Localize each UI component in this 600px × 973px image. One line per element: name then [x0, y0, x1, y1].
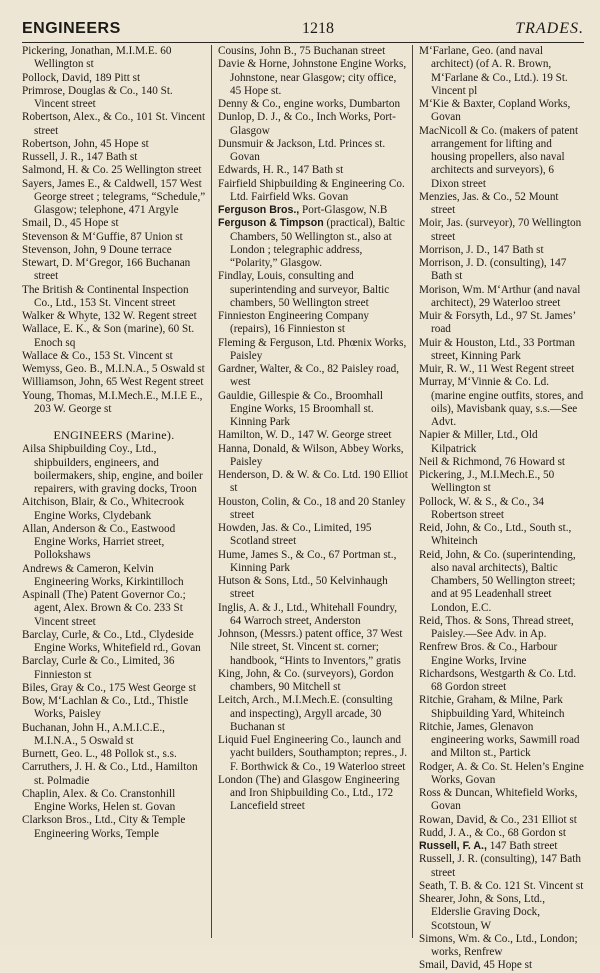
directory-entry: Ritchie, James, Glenavon engineering works, Sawmill road and Milton st., Partick — [419, 720, 580, 760]
directory-entry: Morrison, J. D. (consulting), 147 Bath st — [419, 257, 567, 283]
directory-entry: Hume, James S., & Co., 67 Portman st., Kinning Park — [218, 548, 397, 574]
directory-entry: Muir & Forsyth, Ld., 97 St. James’ road — [419, 310, 576, 336]
directory-entry: Murray, M‘Vinnie & Co. Ld. (marine engine outfits, stores, and oils), Mavisbank quay, s.s.—See Advt. — [419, 376, 584, 428]
directory-entry: Henderson, D. & W. & Co. Ltd. 190 Elliot st — [218, 469, 408, 495]
directory-entry: Hanna, Donald, & Wilson, Abbey Works, Paisley — [218, 442, 404, 468]
directory-entry: Ross & Duncan, Whitefield Works, Govan — [419, 787, 578, 813]
directory-entry: Williamson, John, 65 West Regent street — [22, 376, 204, 389]
category-heading: TRADES. — [515, 20, 584, 37]
directory-entry: Aspinall (The) Patent Governor Co.; agent, Alex. Brown & Co. 233 St Vincent street — [22, 589, 186, 628]
directory-entry: Shearer, John, & Sons, Ltd., Elderslie Graving Dock, Scotstoun, W — [419, 893, 546, 932]
directory-entry: Napier & Miller, Ltd., Old Kilpatrick — [419, 429, 538, 455]
directory-entry: Reid, John, & Co., Ltd., South st., Whiteinch — [419, 522, 572, 548]
directory-entry: Howden, Jas. & Co., Limited, 195 Scotland street — [218, 522, 372, 548]
directory-entry: Aitchison, Blair, & Co., Whitecrook Engine Works, Clydebank — [22, 496, 185, 522]
directory-entry: Richardsons, Westgarth & Co. Ltd. 68 Gordon street — [419, 667, 577, 693]
column-left — [22, 45, 211, 938]
directory-entry: Neil & Richmond, 76 Howard st — [419, 455, 566, 468]
directory-entry: Menzies, Jas. & Co., 52 Mount street — [419, 190, 559, 216]
directory-entry: Burnett, Geo. L., 48 Pollok st., s.s. — [22, 748, 177, 760]
directory-entry: Findlay, Louis, consulting and superintending and surveyor, Baltic chambers, 50 Wellington street — [218, 270, 390, 309]
directory-entry: Fairfield Shipbuilding & Engineering Co. Ltd. Fairfield Wks. Govan — [218, 177, 405, 203]
directory-entry: Ailsa Shipbuilding Coy., Ltd., shipbuilders, engineers, and boilermakers, ship, engine, and boiler repairers, with graving docks, Troon — [22, 443, 203, 495]
directory-entry: Dunlop, D. J., & Co., Inch Works, Port-Glasgow — [218, 111, 396, 137]
directory-entry: Hutson & Sons, Ltd., 50 Kelvinhaugh street — [218, 575, 388, 601]
section-title: ENGINEERS (Marine). — [53, 428, 175, 442]
directory-entry: Smail, David, 45 Hope st — [419, 959, 533, 972]
directory-entry: Rudd, J. A., & Co., 68 Gordon st — [419, 826, 567, 839]
directory-entry: Muir, R. W., 11 West Regent street — [419, 363, 575, 375]
directory-entry: Finnieston Engineering Company (repairs), 16 Finnieston st — [218, 310, 370, 336]
directory-entry: Buchanan, John H., A.M.I.C.E., M.I.N.A., 5 Oswald st — [22, 721, 165, 747]
directory-entry: Wallace, E. K., & Son (marine), 60 St. Enoch sq — [22, 323, 195, 349]
directory-entry: Fleming & Ferguson, Ltd. Phœnix Works, Paisley — [218, 336, 407, 362]
directory-entry: Hamilton, W. D., 147 W. George street — [218, 429, 392, 442]
section-heading: ENGINEERS — [22, 20, 121, 37]
directory-entry: Ferguson & Timpson (practical), Baltic Chambers, 50 Wellington st., also at London ; telegraphic address, “Polarity,” Glasgow. — [218, 217, 405, 269]
column-middle — [211, 45, 412, 938]
directory-entry: Andrews & Cameron, Kelvin Engineering Works, Kirkintilloch — [22, 562, 184, 588]
directory-entry: Leitch, Arch., M.I.Mech.E. (consulting and inspecting), Argyll arcade, 30 Buchanan st — [218, 694, 393, 733]
directory-entry: Young, Thomas, M.I.Mech.E., M.I.E E., 203 W. George st — [22, 389, 203, 415]
directory-entry: Pollock, W. & S., & Co., 34 Robertson street — [419, 495, 544, 521]
directory-entry: Carruthers, J. H. & Co., Ltd., Hamilton st. Polmadie — [22, 761, 198, 787]
directory-entry: Sayers, James E., & Caldwell, 157 West George street ; telegrams, “Schedule,” Glasgow; telephone, 471 Argyle — [22, 177, 206, 216]
directory-entry: Primrose, Douglas & Co., 140 St. Vincent street — [22, 84, 173, 110]
directory-entry: Barclay, Curle, & Co., Ltd., Clydeside Engine Works, Whitefield rd., Govan — [22, 628, 201, 654]
directory-entry: Cousins, John B., 75 Buchanan street — [218, 45, 386, 57]
directory-entry: Robertson, John, 45 Hope st — [22, 137, 149, 150]
directory-entry: Robertson, Alex., & Co., 101 St. Vincent street — [22, 111, 206, 137]
directory-entry: Rodger, A. & Co. St. Helen’s Engine Works, Govan — [419, 760, 584, 786]
directory-entry: Reid, John, & Co. (superintending, also naval architects), Baltic Chambers, 50 Wellington street; and at 95 Leadenhall street London, E.C. — [419, 548, 576, 614]
directory-entry: Stevenson & M‘Guffie, 87 Union st — [22, 230, 183, 243]
directory-entry: Gardner, Walter, & Co., 82 Paisley road, west — [218, 363, 399, 389]
directory-entry: Dunsmuir & Jackson, Ltd. Princes st. Govan — [218, 137, 386, 163]
directory-entry: Ferguson Bros., Port-Glasgow, N.B — [218, 204, 388, 216]
directory-entry: Smail, D., 45 Hope st — [22, 217, 119, 230]
directory-entry: Seath, T. B. & Co. 121 St. Vincent st — [419, 879, 584, 892]
directory-entry: Pollock, David, 189 Pitt st — [22, 71, 141, 84]
directory-entry: Denny & Co., engine works, Dumbarton — [218, 98, 401, 110]
directory-entry: Barclay, Curle & Co., Limited, 36 Finnieston st — [22, 655, 175, 681]
directory-entry: Pickering, J., M.I.Mech.E., 50 Wellington st — [419, 469, 555, 495]
directory-entry: Davie & Horne, Johnstone Engine Works, Johnstone, near Glasgow; city office, 45 Hope st. — [218, 58, 407, 97]
directory-entry: Wallace & Co., 153 St. Vincent st — [22, 349, 173, 362]
directory-entry: Russell, J. R., 147 Bath st — [22, 151, 138, 163]
directory-entry: Muir & Houston, Ltd., 33 Portman street, Kinning Park — [419, 336, 576, 362]
directory-entry: Rowan, David, & Co., 231 Elliot st — [419, 813, 577, 826]
directory-entry: Chaplin, Alex. & Co. Cranstonhill Engine Works, Helen st. Govan — [22, 787, 176, 813]
directory-entry: Salmond, H. & Co. 25 Wellington street — [22, 164, 202, 177]
directory-entry: M‘Farlane, Geo. (and naval architect) (of A. R. Brown, M‘Farlane & Co., Ltd.). 19 St. Vincent pl — [419, 45, 568, 97]
directory-entry: Gauldie, Gillespie & Co., Broomhall Engine Works, 15 Broomhall st. Kinning Park — [218, 389, 383, 428]
header-rule — [22, 42, 584, 43]
directory-entry: Morison, Wm. M‘Arthur (and naval architect), 29 Waterloo street — [419, 283, 581, 309]
column-right — [412, 45, 584, 972]
directory-entry: M‘Kie & Baxter, Copland Works, Govan — [419, 98, 571, 124]
directory-entry: Simons, Wm. & Co., Ltd., London; works, Renfrew — [419, 932, 578, 958]
directory-entry: Stevenson, John, 9 Doune terrace — [22, 243, 172, 256]
directory-entry: Walker & Whyte, 132 W. Regent street — [22, 310, 197, 322]
directory-entry: Russell, J. R. (consulting), 147 Bath street — [419, 853, 581, 879]
directory-entry: MacNicoll & Co. (makers of patent arrangement for lifting and housing propellers, also naval architects and surveyors), 6 Dixon street — [419, 124, 579, 190]
directory-entry: Biles, Gray & Co., 175 West George st — [22, 681, 196, 694]
directory-entry: Ritchie, Graham, & Milne, Park Shipbuilding Yard, Whiteinch — [419, 694, 565, 720]
directory-entry: Moir, Jas. (surveyor), 70 Wellington street — [419, 217, 582, 243]
directory-entry: Edwards, H. R., 147 Bath st — [218, 164, 344, 177]
columns — [22, 45, 584, 972]
directory-entry: Houston, Colin, & Co., 18 and 20 Stanley street — [218, 495, 406, 521]
directory-entry: Russell, F. A., 147 Bath street — [419, 840, 558, 852]
directory-entry: The British & Continental Inspection Co., Ltd., 153 St. Vincent street — [22, 283, 189, 309]
page-number: 1218 — [301, 20, 334, 37]
directory-entry: Allan, Anderson & Co., Eastwood Engine Works, Harriet street, Pollokshaws — [22, 522, 176, 562]
page-header — [22, 16, 584, 42]
directory-entry: Inglis, A. & J., Ltd., Whitehall Foundry, 64 Warroch street, Anderston — [218, 601, 397, 627]
directory-entry: Renfrew Bros. & Co., Harbour Engine Works, Irvine — [419, 641, 558, 667]
directory-entry: London (The) and Glasgow Engineering and Iron Shipbuilding Co., Ltd., 172 Lancefield street — [218, 773, 400, 813]
directory-entry: Bow, M‘Lachlan & Co., Ltd., Thistle Works, Paisley — [22, 695, 189, 721]
directory-entry: Stewart, D. M‘Gregor, 166 Buchanan street — [22, 257, 191, 283]
directory-entry: Clarkson Bros., Ltd., City & Temple Engineering Works, Temple — [22, 814, 186, 840]
directory-entry: Wemyss, Geo. B., M.I.N.A., 5 Oswald st — [22, 363, 205, 375]
directory-entry: Liquid Fuel Engineering Co., launch and yacht builders, Southampton; repres., J. F. Borthwick & Co., 19 Waterloo street — [218, 734, 408, 773]
directory-entry: Reid, Thos. & Sons, Thread street, Paisley.—See Adv. in Ap. — [419, 614, 574, 640]
directory-entry: King, John, & Co. (surveyors), Gordon chambers, 90 Mitchell st — [218, 667, 394, 693]
directory-entry: Pickering, Jonathan, M.I.M.E. 60 Wellington st — [22, 45, 172, 71]
directory-entry: Morrison, J. D., 147 Bath st — [419, 243, 544, 256]
directory-entry: Johnson, (Messrs.) patent office, 37 West Nile street, St. Vincent st. corner; handbook, “Hints to Inventors,” gratis — [218, 628, 403, 667]
